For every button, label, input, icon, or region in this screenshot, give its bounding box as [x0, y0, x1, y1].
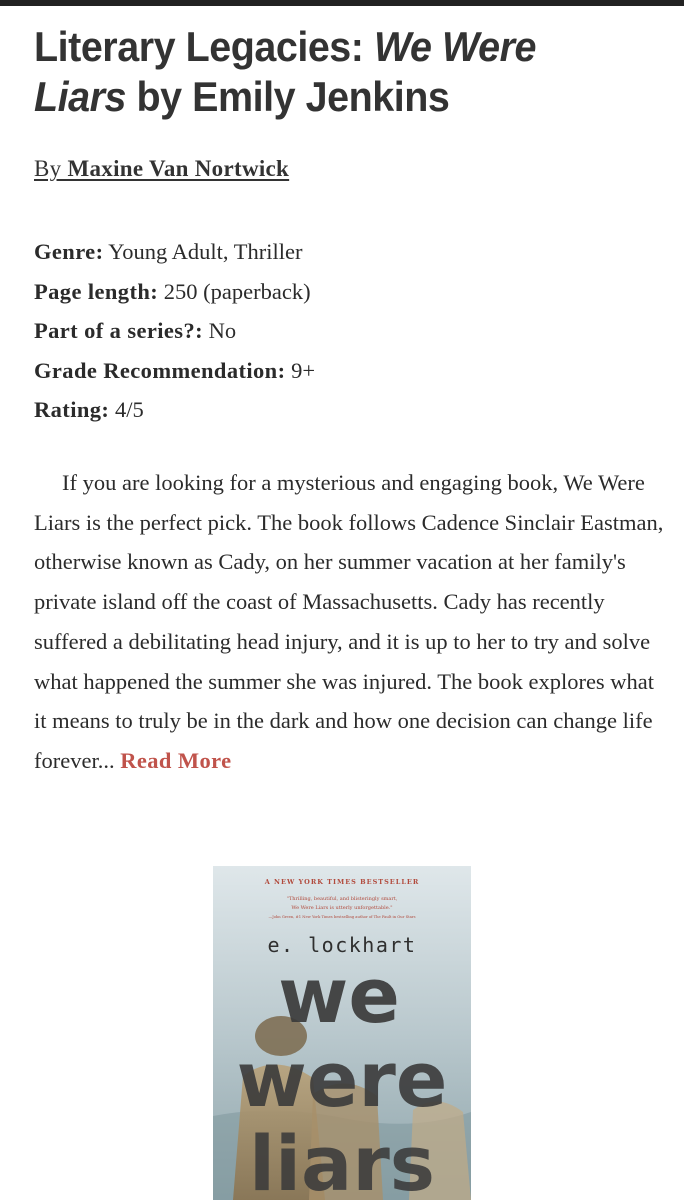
meta-value: 4/5 — [114, 397, 144, 422]
top-bar — [0, 0, 684, 6]
meta-rating — [34, 390, 315, 430]
read-more-link[interactable]: Read More — [120, 747, 232, 773]
cover-blurb-line2: We Were Liars is utterly unforgettable." — [291, 905, 393, 911]
meta-value: Young Adult, Thriller — [108, 239, 303, 264]
cover-word-we: we — [278, 951, 400, 1040]
byline[interactable] — [34, 156, 289, 182]
cover-blurb-line1: "Thrilling, beautiful, and blisteringly smart, — [286, 896, 398, 902]
meta-page-length — [34, 272, 315, 312]
title-book-part2: Liars — [34, 73, 127, 120]
cover-blurb-line3: —John Green, #1 New York Times bestselling author of The Fault in Our Stars — [268, 915, 416, 919]
book-details — [34, 232, 315, 430]
byline-prefix: By — [34, 156, 68, 181]
cover-author: e. lockhart — [267, 933, 417, 957]
meta-series — [34, 311, 315, 351]
cover-banner: A NEW YORK TIMES BESTSELLER — [264, 878, 420, 886]
meta-label: Genre: — [34, 239, 104, 264]
meta-value: 9+ — [291, 357, 316, 383]
meta-value: No — [208, 318, 237, 343]
title-prefix: Literary Legacies: — [34, 23, 374, 70]
book-cover-image — [213, 866, 471, 1200]
meta-label: Page length: — [34, 278, 159, 304]
meta-value: 250 (paperback) — [163, 278, 311, 304]
summary-text: If you are looking for a mysterious and engaging book, We Were Liars is the perfect pick. The book follows Cadence Sinclair Eastman, otherwise known as Cady, on her summer vacation at her family's private island off the coast of Massachusetts. Cady has recently suffered a debilitating head injury, and it is up to her to try and solve what happened the summer she was injured. The book explores what it means to truly be in the dark and how one decision can change life forever... — [34, 470, 664, 773]
title-book-part1: We Were — [373, 23, 536, 70]
byline-author-link[interactable]: Maxine Van Nortwick — [67, 156, 290, 181]
cover-word-were: were — [236, 1035, 448, 1124]
page-title — [34, 22, 617, 122]
meta-label: Part of a series?: — [34, 318, 204, 343]
title-suffix: by Emily Jenkins — [126, 73, 450, 120]
book-cover-art — [213, 866, 471, 1200]
meta-genre — [34, 232, 315, 272]
article-summary — [34, 463, 664, 781]
meta-grade — [34, 351, 315, 391]
meta-label: Rating: — [34, 397, 110, 422]
meta-label: Grade Recommendation: — [34, 357, 286, 383]
cover-word-liars: liars — [248, 1119, 436, 1200]
